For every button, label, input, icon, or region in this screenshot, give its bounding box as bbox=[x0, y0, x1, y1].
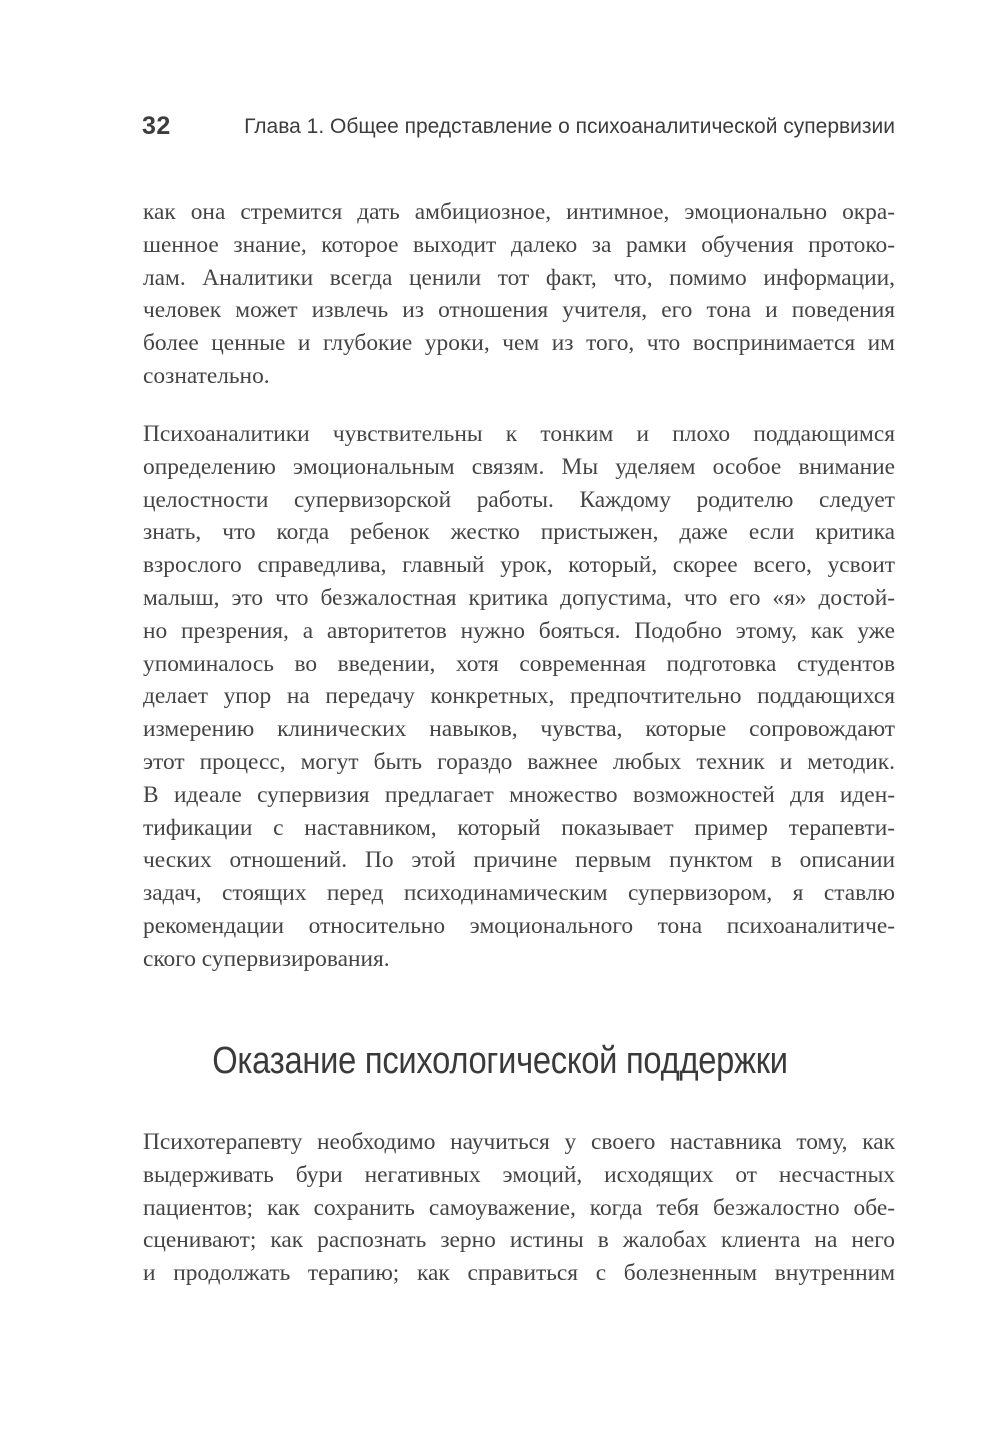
page-number: 32 bbox=[142, 112, 171, 140]
text-line: лам. Аналитики всегда ценили тот факт, что, помимо информации, bbox=[143, 264, 895, 291]
text-line: делает упор на передачу конкретных, предпочтительно поддающихся bbox=[143, 683, 895, 710]
text-line: выдерживать бури негативных эмоций, исходящих от несчастных bbox=[143, 1161, 895, 1188]
paragraph-3 bbox=[143, 1126, 895, 1290]
text-line: взрослого справедлива, главный урок, который, скорее всего, усвоит bbox=[143, 552, 895, 579]
text-line: В идеале супервизия предлагает множество возможностей для иден- bbox=[143, 781, 895, 808]
text-line: задач, стоящих перед психодинамическим супервизором, я ставлю bbox=[143, 880, 895, 907]
text-line: ского супервизирования. bbox=[143, 945, 390, 972]
text-line: но презрения, а авторитетов нужно бояться. Подобно этому, как уже bbox=[143, 617, 895, 644]
paragraph-2 bbox=[143, 418, 895, 976]
text-line: измерению клинических навыков, чувства, которые сопровождают bbox=[143, 716, 895, 743]
text-line: сознательно. bbox=[143, 362, 270, 389]
text-line: целостности супервизорской работы. Каждому родителю следует bbox=[143, 486, 895, 513]
text-line: знать, что когда ребенок жестко пристыжен, даже если критика bbox=[143, 519, 895, 546]
text-line: этот процесс, могут быть гораздо важнее любых техник и методик. bbox=[143, 748, 895, 775]
running-head: Глава 1. Общее представление о психоаналитической супервизии bbox=[244, 115, 895, 138]
section-heading: Оказание психологической поддержки bbox=[212, 1040, 788, 1082]
text-line: пациентов; как сохранить самоуважение, когда тебя безжалостно обе- bbox=[143, 1194, 895, 1221]
text-line: шенное знание, которое выходит далеко за рамки обучения протоко- bbox=[143, 231, 895, 258]
text-line: Психоаналитики чувствительны к тонким и плохо поддающимся bbox=[143, 421, 895, 447]
text-line: тификации с наставником, который показывает пример терапевти- bbox=[143, 814, 895, 841]
text-line: рекомендации относительно эмоционального тона психоаналитиче- bbox=[143, 912, 895, 939]
text-line: более ценные и глубокие уроки, чем из того, что воспринимается им bbox=[143, 330, 895, 357]
paragraph-1 bbox=[143, 196, 895, 393]
text-line: малыш, это что безжалостная критика допустима, что его «я» достой- bbox=[143, 584, 895, 611]
text-line: человек может извлечь из отношения учителя, его тона и поведения bbox=[143, 297, 895, 324]
text-line: как она стремится дать амбициозное, интимное, эмоционально окра- bbox=[143, 199, 895, 225]
text-line: упоминалось во введении, хотя современная подготовка студентов bbox=[143, 650, 895, 677]
text-line: определению эмоциональным связям. Мы уделяем особое внимание bbox=[143, 453, 895, 480]
text-line: и продолжать терапию; как справиться с болезненным внутренним bbox=[143, 1260, 895, 1287]
text-line: Психотерапевту необходимо научиться у своего наставника тому, как bbox=[143, 1129, 895, 1155]
text-line: сценивают; как распознать зерно истины в жалобах клиента на него bbox=[143, 1227, 895, 1254]
text-line: ческих отношений. По этой причине первым пунктом в описании bbox=[143, 847, 895, 874]
